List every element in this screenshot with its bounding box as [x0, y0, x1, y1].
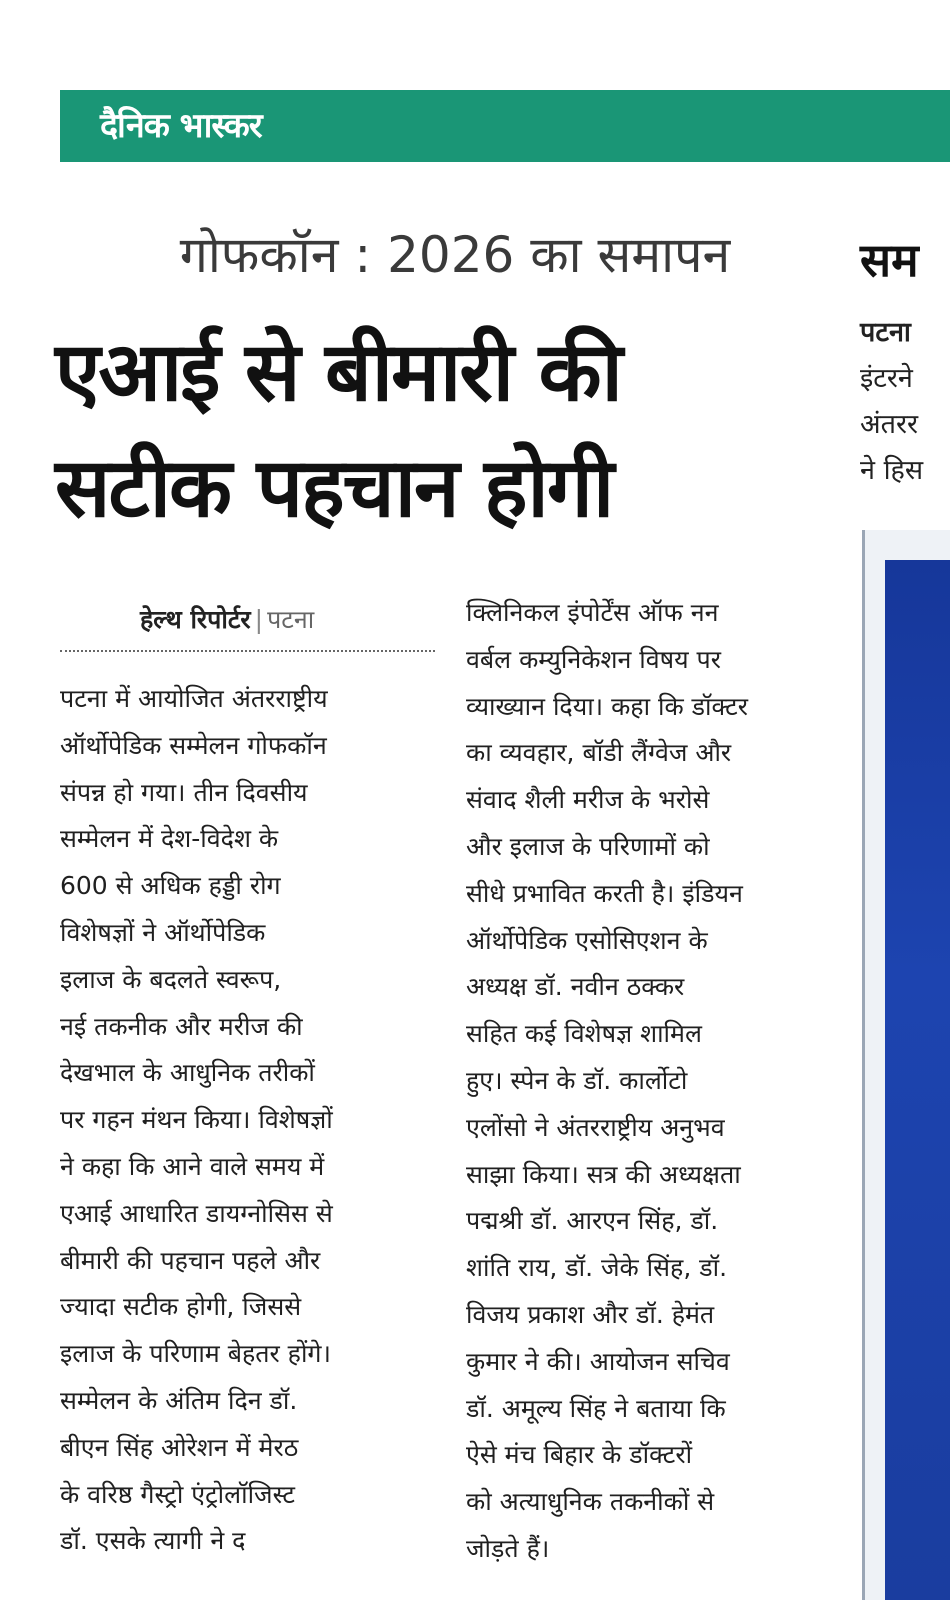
side-article-text [860, 310, 923, 494]
column-1-line: सम्मेलन के अंतिम दिन डॉ. [60, 1385, 298, 1415]
column-1-line: देखभाल के आधुनिक तरीकों [60, 1058, 315, 1088]
column-1-line: ज्यादा सटीक होगी, जिससे [60, 1292, 302, 1322]
column-2-line: डॉ. अमूल्य सिंह ने बताया कि [466, 1393, 726, 1423]
column-1-line: एआई आधारित डायग्नोसिस से [60, 1198, 333, 1228]
headline-line-1: एआई से बीमारी की [55, 325, 621, 420]
column-2-line: अध्यक्ष डॉ. नवीन ठक्कर [466, 972, 685, 1002]
column-2-line: पद्मश्री डॉ. आरएन सिंह, डॉ. [466, 1206, 719, 1236]
column-1-line: ने कहा कि आने वाले समय में [60, 1151, 325, 1181]
column-1-line: 600 से अधिक हड्डी रोग [60, 871, 281, 901]
column-2-line: एलोंसो ने अंतरराष्ट्रीय अनुभव [466, 1112, 725, 1142]
headline-line-2: सटीक पहचान होगी [55, 441, 613, 536]
column-2-line: ऐसे मंच बिहार के डॉक्टरों [466, 1440, 693, 1470]
side-article-photo [862, 530, 950, 1600]
column-1-line: पर गहन मंथन किया। विशेषज्ञों [60, 1105, 333, 1135]
side-article-line: इंटरने [860, 363, 913, 394]
byline-reporter: हेल्थ रिपोर्टर [140, 605, 251, 634]
column-2-line: का व्यवहार, बॉडी लैंग्वेज और [466, 738, 732, 768]
column-2-line: वर्बल कम्युनिकेशन विषय पर [466, 644, 721, 674]
article-headline [55, 315, 855, 547]
side-article-headline: सम [860, 233, 919, 287]
column-1-line: ऑर्थोपेडिक सम्मेलन गोफकॉन [60, 730, 327, 760]
column-1-line: डॉ. एसके त्यागी ने द [60, 1526, 246, 1556]
column-2-line: को अत्याधुनिक तकनीकों से [466, 1487, 715, 1517]
newspaper-logo: दैनिक भास्कर [100, 106, 262, 146]
byline-city: पटना [267, 605, 315, 634]
byline-separator: | [254, 605, 264, 634]
column-2-line: संवाद शैली मरीज के भरोसे [466, 785, 710, 815]
column-2-line: और इलाज के परिणामों को [466, 831, 710, 861]
column-1-line: नई तकनीक और मरीज की [60, 1011, 303, 1041]
column-2-line: हुए। स्पेन के डॉ. कार्लोटो [466, 1065, 688, 1095]
column-2-line: व्याख्यान दिया। कहा कि डॉक्टर [466, 691, 748, 721]
side-article-line: ने हिस [860, 455, 924, 486]
column-2-line: विजय प्रकाश और डॉ. हेमंत [466, 1299, 715, 1329]
side-photo-image [885, 560, 950, 1600]
article-kicker: गोफकॉन : 2026 का समापन [179, 226, 731, 284]
column-2-line: कुमार ने की। आयोजन सचिव [466, 1346, 730, 1376]
column-2-line: शांति राय, डॉ. जेके सिंह, डॉ. [466, 1253, 728, 1283]
masthead-banner [60, 90, 950, 162]
column-1-line: बीमारी की पहचान पहले और [60, 1245, 321, 1275]
column-1-line: के वरिष्ठ गैस्ट्रो एंट्रोलॉजिस्ट [60, 1479, 295, 1509]
column-2-line: ऑर्थोपेडिक एसोसिएशन के [466, 925, 708, 955]
column-2-line: सहित कई विशेषज्ञ शामिल [466, 1019, 702, 1049]
byline [140, 603, 314, 637]
byline-divider [60, 650, 435, 652]
column-2-line: साझा किया। सत्र की अध्यक्षता [466, 1159, 741, 1189]
column-2-line: जोड़ते हैं। [466, 1533, 550, 1563]
side-article-line: अंतरर [860, 409, 919, 440]
article-column-1 [60, 676, 430, 1565]
column-2-line: क्लिनिकल इंपोर्टेंस ऑफ नन [466, 598, 719, 627]
side-article-line: पटना [860, 317, 911, 348]
column-2-line: सीधे प्रभावित करती है। इंडियन [466, 878, 743, 908]
column-1-line: संपन्न हो गया। तीन दिवसीय [60, 777, 308, 807]
article-column-2 [466, 590, 836, 1573]
column-1-line: विशेषज्ञों ने ऑर्थोपेडिक [60, 917, 266, 947]
column-1-line: इलाज के परिणाम बेहतर होंगे। [60, 1339, 331, 1369]
column-1-line: सम्मेलन में देश-विदेश के [60, 824, 279, 854]
column-1-line: बीएन सिंह ओरेशन में मेरठ [60, 1432, 299, 1462]
column-1-line: पटना में आयोजित अंतरराष्ट्रीय [60, 684, 328, 713]
column-1-line: इलाज के बदलते स्वरूप, [60, 964, 282, 994]
